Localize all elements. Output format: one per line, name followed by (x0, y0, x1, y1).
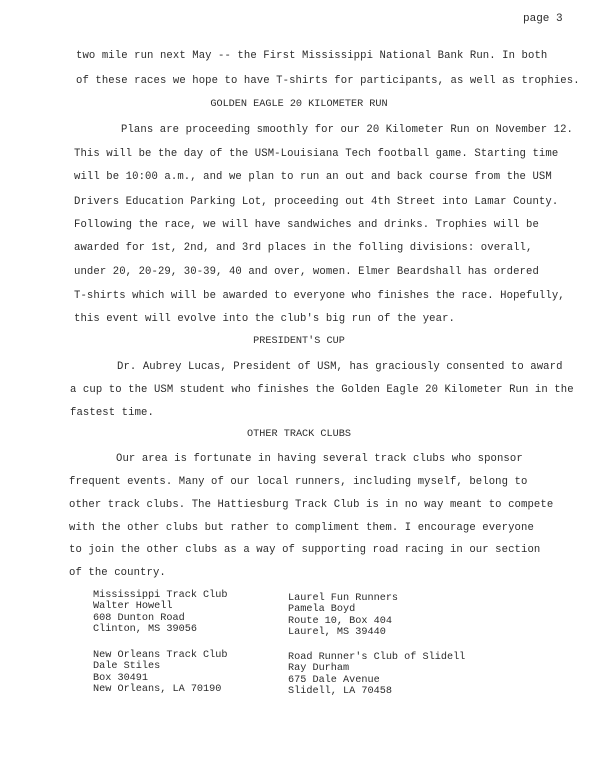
body-line: this event will evolve into the club's big run of the year. (74, 313, 455, 325)
club-city: Clinton, MS 39056 (93, 623, 197, 635)
body-line: frequent events. Many of our local runners, including myself, belong to (69, 476, 528, 488)
body-line: This will be the day of the USM-Louisiana Tech football game. Starting time (74, 148, 559, 160)
club-name: Mississippi Track Club (93, 590, 228, 601)
club-contact: Pamela Boyd (288, 604, 356, 616)
club-address-mississippi (93, 590, 228, 635)
club-street: Route 10, Box 404 (288, 615, 392, 627)
club-city: Laurel, MS 39440 (288, 626, 386, 638)
body-line: T-shirts which will be awarded to everyone who finishes the race. Hopefully, (74, 290, 565, 302)
body-line: to join the other clubs as a way of supporting road racing in our section (69, 544, 541, 556)
body-line: two mile run next May -- the First Mississippi National Bank Run. In both (76, 50, 548, 62)
club-street: 608 Dunton Road (93, 612, 185, 624)
club-address-laurel (288, 593, 398, 638)
club-contact: Dale Stiles (93, 661, 161, 673)
body-line: will be 10:00 a.m., and we plan to run an out and back course from the USM (74, 171, 552, 183)
club-city: Slidell, LA 70458 (288, 685, 392, 697)
club-address-slidell (288, 652, 465, 697)
club-address-new-orleans (93, 650, 228, 695)
body-line: of these races we hope to have T-shirts for participants, as well as trophies. (76, 75, 580, 87)
body-line: a cup to the USM student who finishes the Golden Eagle 20 Kilometer Run in the (70, 384, 574, 396)
section-heading-other-track-clubs: OTHER TRACK CLUBS (247, 429, 351, 440)
club-name: Laurel Fun Runners (288, 593, 399, 604)
club-street: 675 Dale Avenue (288, 674, 380, 686)
page-number: page 3 (523, 13, 563, 25)
body-line: Dr. Aubrey Lucas, President of USM, has graciously consented to award (117, 361, 563, 373)
body-line: awarded for 1st, 2nd, and 3rd places in the folling divisions: overall, (74, 242, 533, 254)
body-line: with the other clubs but rather to compliment them. I encourage everyone (69, 522, 534, 534)
body-line: Our area is fortunate in having several track clubs who sponsor (116, 453, 523, 465)
body-line: fastest time. (70, 407, 154, 419)
club-name: New Orleans Track Club (93, 650, 228, 661)
body-line: Plans are proceeding smoothly for our 20 Kilometer Run on November 12. (121, 124, 574, 136)
section-heading-presidents-cup: PRESIDENT'S CUP (253, 336, 345, 347)
club-street: Box 30491 (93, 672, 149, 684)
club-city: New Orleans, LA 70190 (93, 683, 222, 695)
body-line: other track clubs. The Hattiesburg Track Club is in no way meant to compete (69, 499, 554, 511)
body-line: Drivers Education Parking Lot, proceeding out 4th Street into Lamar County. (74, 196, 559, 208)
club-name: Road Runner's Club of Slidell (288, 652, 466, 663)
body-line: Following the race, we will have sandwiches and drinks. Trophies will be (74, 219, 539, 231)
body-line: of the country. (69, 567, 166, 579)
club-contact: Walter Howell (93, 601, 173, 613)
section-heading-golden-eagle: GOLDEN EAGLE 20 KILOMETER RUN (210, 99, 388, 110)
body-line: under 20, 20-29, 30-39, 40 and over, women. Elmer Beardshall has ordered (74, 266, 539, 278)
club-contact: Ray Durham (288, 663, 350, 675)
